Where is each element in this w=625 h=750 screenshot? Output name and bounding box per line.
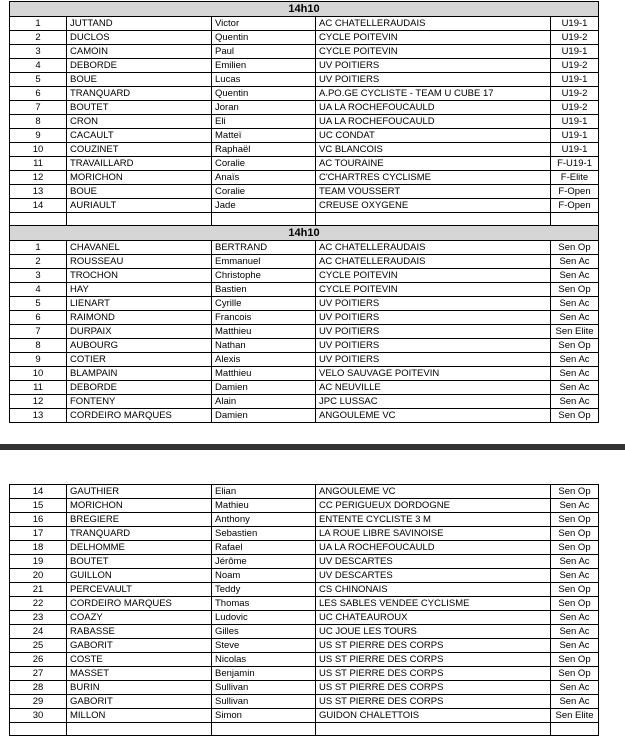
rider-club: UC CHATEAUROUX [316, 611, 551, 625]
rider-last-name: RAIMOND [67, 311, 212, 325]
rider-first-name: Sullivan [212, 681, 316, 695]
rider-category: Sen Ac [551, 639, 599, 653]
rider-last-name: CAMOIN [67, 45, 212, 59]
rider-category: F-Elite [551, 171, 599, 185]
rider-first-name: Jade [212, 199, 316, 213]
rider-number: 7 [10, 101, 67, 115]
blank-row [10, 213, 599, 226]
table-row [10, 311, 599, 325]
rider-club: UC JOUE LES TOURS [316, 625, 551, 639]
rider-category: U19-2 [551, 101, 599, 115]
rider-first-name: BERTRAND [212, 241, 316, 255]
rider-first-name: Paul [212, 45, 316, 59]
rider-last-name: AURIAULT [67, 199, 212, 213]
table-row [10, 87, 599, 101]
rider-category: F-U19-1 [551, 157, 599, 171]
rider-last-name: BOUTET [67, 101, 212, 115]
rider-category: Sen Op [551, 527, 599, 541]
table-row [10, 45, 599, 59]
rider-first-name: Matthieu [212, 367, 316, 381]
rider-number: 12 [10, 171, 67, 185]
rider-last-name: TRANQUARD [67, 87, 212, 101]
rider-category: Sen Ac [551, 353, 599, 367]
rider-category: Sen Op [551, 667, 599, 681]
rider-category: Sen Op [551, 597, 599, 611]
table-row [10, 199, 599, 213]
rider-club: CYCLE POITEVIN [316, 283, 551, 297]
rider-last-name: HAY [67, 283, 212, 297]
table-row [10, 499, 599, 513]
rider-club: UA LA ROCHEFOUCAULD [316, 115, 551, 129]
rider-number: 4 [10, 59, 67, 73]
table-row [10, 653, 599, 667]
section-time-header [10, 2, 599, 17]
rider-club: CS CHINONAIS [316, 583, 551, 597]
rider-category: Sen Ac [551, 499, 599, 513]
rider-number: 13 [10, 409, 67, 423]
rider-last-name: GABORIT [67, 639, 212, 653]
blank-cell [316, 213, 551, 226]
rider-club: TEAM VOUSSERT [316, 185, 551, 199]
table-row [10, 681, 599, 695]
rider-first-name: Bastien [212, 283, 316, 297]
rider-club: ANGOULEME VC [316, 485, 551, 499]
rider-last-name: DUCLOS [67, 31, 212, 45]
rider-first-name: Sullivan [212, 695, 316, 709]
rider-category: Sen Ac [551, 625, 599, 639]
table-row [10, 485, 599, 499]
rider-first-name: Rafael [212, 541, 316, 555]
rider-category: Sen Op [551, 653, 599, 667]
table-row [10, 143, 599, 157]
rider-category: Sen Op [551, 241, 599, 255]
rider-category: Sen Elite [551, 709, 599, 723]
rider-category: Sen Op [551, 283, 599, 297]
rider-number: 20 [10, 569, 67, 583]
table-row [10, 269, 599, 283]
rider-first-name: Steve [212, 639, 316, 653]
rider-number: 26 [10, 653, 67, 667]
rider-number: 28 [10, 681, 67, 695]
page-separator [0, 444, 625, 450]
rider-first-name: Matthieu [212, 325, 316, 339]
rider-club: VC BLANCOIS [316, 143, 551, 157]
rider-number: 12 [10, 395, 67, 409]
rider-first-name: Quentin [212, 87, 316, 101]
rider-number: 24 [10, 625, 67, 639]
rider-last-name: RABASSE [67, 625, 212, 639]
rider-last-name: COTIER [67, 353, 212, 367]
rider-category: U19-1 [551, 17, 599, 31]
rider-number: 17 [10, 527, 67, 541]
rider-first-name: Emilien [212, 59, 316, 73]
rider-last-name: BREGIERE [67, 513, 212, 527]
rider-first-name: Benjamin [212, 667, 316, 681]
section-time: 14h10 [10, 2, 599, 17]
rider-last-name: DEBORDE [67, 381, 212, 395]
rider-number: 1 [10, 241, 67, 255]
table-row [10, 639, 599, 653]
rider-last-name: COAZY [67, 611, 212, 625]
table-row [10, 59, 599, 73]
table-row [10, 171, 599, 185]
rider-number: 2 [10, 255, 67, 269]
rider-category: Sen Ac [551, 269, 599, 283]
rider-last-name: DEBORDE [67, 59, 212, 73]
table-row [10, 513, 599, 527]
rider-club: AC CHATELLERAUDAIS [316, 17, 551, 31]
rider-number: 9 [10, 129, 67, 143]
rider-number: 27 [10, 667, 67, 681]
rider-first-name: Gilles [212, 625, 316, 639]
rider-number: 2 [10, 31, 67, 45]
rider-club: UA LA ROCHEFOUCAULD [316, 101, 551, 115]
rider-number: 9 [10, 353, 67, 367]
rider-club: UV POITIERS [316, 311, 551, 325]
table-row [10, 297, 599, 311]
rider-category: Sen Op [551, 409, 599, 423]
rider-first-name: Alexis [212, 353, 316, 367]
blank-cell [212, 723, 316, 736]
rider-first-name: Jérôme [212, 555, 316, 569]
rider-number: 14 [10, 485, 67, 499]
rider-club: UV POITIERS [316, 59, 551, 73]
rider-club: CYCLE POITEVIN [316, 45, 551, 59]
rider-last-name: BURIN [67, 681, 212, 695]
rider-last-name: CORDEIRO MARQUES [67, 597, 212, 611]
rider-number: 7 [10, 325, 67, 339]
rider-first-name: Anthony [212, 513, 316, 527]
rider-club: LA ROUE LIBRE SAVINOISE [316, 527, 551, 541]
table-row [10, 129, 599, 143]
rider-number: 16 [10, 513, 67, 527]
rider-first-name: Anaïs [212, 171, 316, 185]
rider-last-name: LIENART [67, 297, 212, 311]
rider-category: Sen Op [551, 485, 599, 499]
rider-last-name: JUTTAND [67, 17, 212, 31]
rider-number: 1 [10, 17, 67, 31]
rider-club: GUIDON CHALETTOIS [316, 709, 551, 723]
rider-first-name: Quentin [212, 31, 316, 45]
rider-last-name: BOUE [67, 185, 212, 199]
table-row [10, 541, 599, 555]
table-row [10, 695, 599, 709]
blank-cell [551, 723, 599, 736]
rider-category: U19-1 [551, 129, 599, 143]
rider-first-name: Teddy [212, 583, 316, 597]
rider-category: Sen Ac [551, 569, 599, 583]
rider-number: 21 [10, 583, 67, 597]
rider-club: LES SABLES VENDEE CYCLISME [316, 597, 551, 611]
rider-club: US ST PIERRE DES CORPS [316, 639, 551, 653]
table-row [10, 395, 599, 409]
rider-category: Sen Ac [551, 695, 599, 709]
rider-last-name: MASSET [67, 667, 212, 681]
rider-club: US ST PIERRE DES CORPS [316, 667, 551, 681]
table-row [10, 101, 599, 115]
table-row [10, 353, 599, 367]
rider-last-name: CORDEIRO MARQUES [67, 409, 212, 423]
rider-number: 19 [10, 555, 67, 569]
rider-first-name: Alain [212, 395, 316, 409]
rider-category: U19-2 [551, 87, 599, 101]
rider-last-name: FONTENY [67, 395, 212, 409]
rider-last-name: MORICHON [67, 499, 212, 513]
rider-first-name: Francois [212, 311, 316, 325]
rider-first-name: Coralie [212, 157, 316, 171]
rider-club: UV DESCARTES [316, 569, 551, 583]
blank-cell [67, 723, 212, 736]
rider-category: Sen Op [551, 513, 599, 527]
section-time-header [10, 226, 599, 241]
table-row [10, 709, 599, 723]
rider-category: U19-1 [551, 73, 599, 87]
rider-number: 15 [10, 499, 67, 513]
rider-last-name: TRANQUARD [67, 527, 212, 541]
table-row [10, 611, 599, 625]
rider-category: Sen Ac [551, 681, 599, 695]
rider-first-name: Coralie [212, 185, 316, 199]
table-row [10, 555, 599, 569]
rider-first-name: Victor [212, 17, 316, 31]
rider-first-name: Simon [212, 709, 316, 723]
rider-club: AC NEUVILLE [316, 381, 551, 395]
rider-category: Sen Elite [551, 325, 599, 339]
rider-first-name: Damien [212, 409, 316, 423]
rider-category: U19-1 [551, 143, 599, 157]
rider-first-name: Mathieu [212, 499, 316, 513]
rider-first-name: Eli [212, 115, 316, 129]
rider-first-name: Cyrille [212, 297, 316, 311]
rider-first-name: Joran [212, 101, 316, 115]
rider-last-name: BOUTET [67, 555, 212, 569]
rider-last-name: COUZINET [67, 143, 212, 157]
rider-club: C'CHARTRES CYCLISME [316, 171, 551, 185]
rider-number: 8 [10, 339, 67, 353]
rider-first-name: Matteï [212, 129, 316, 143]
rider-number: 3 [10, 269, 67, 283]
rider-last-name: COSTE [67, 653, 212, 667]
rider-last-name: CHAVANEL [67, 241, 212, 255]
rider-number: 3 [10, 45, 67, 59]
rider-club: UV POITIERS [316, 325, 551, 339]
rider-category: U19-2 [551, 59, 599, 73]
rider-first-name: Noam [212, 569, 316, 583]
rider-last-name: GABORIT [67, 695, 212, 709]
blank-cell [67, 213, 212, 226]
section-time: 14h10 [10, 226, 599, 241]
rider-number: 14 [10, 199, 67, 213]
rider-first-name: Emmanuel [212, 255, 316, 269]
rider-club: CREUSE OXYGENE [316, 199, 551, 213]
rider-last-name: GUILLON [67, 569, 212, 583]
rider-club: UV POITIERS [316, 339, 551, 353]
rider-category: Sen Ac [551, 367, 599, 381]
table-2-body [10, 485, 599, 736]
rider-first-name: Sebastien [212, 527, 316, 541]
table-row [10, 283, 599, 297]
rider-last-name: CRON [67, 115, 212, 129]
table-row [10, 583, 599, 597]
rider-club: AC CHATELLERAUDAIS [316, 255, 551, 269]
table-row [10, 255, 599, 269]
rider-number: 13 [10, 185, 67, 199]
rider-last-name: MILLON [67, 709, 212, 723]
rider-club: AC CHATELLERAUDAIS [316, 241, 551, 255]
rider-last-name: BOUE [67, 73, 212, 87]
rider-category: Sen Ac [551, 311, 599, 325]
rider-first-name: Lucas [212, 73, 316, 87]
blank-cell [212, 213, 316, 226]
rider-club: US ST PIERRE DES CORPS [316, 681, 551, 695]
rider-category: Sen Ac [551, 555, 599, 569]
rider-last-name: ROUSSEAU [67, 255, 212, 269]
rider-number: 23 [10, 611, 67, 625]
rider-category: Sen Ac [551, 297, 599, 311]
rider-club: CYCLE POITEVIN [316, 31, 551, 45]
rider-number: 18 [10, 541, 67, 555]
rider-number: 5 [10, 297, 67, 311]
rider-club: CYCLE POITEVIN [316, 269, 551, 283]
rider-last-name: BLAMPAIN [67, 367, 212, 381]
rider-club: UA LA ROCHEFOUCAULD [316, 541, 551, 555]
rider-first-name: Nicolas [212, 653, 316, 667]
rider-club: VELO SAUVAGE POITEVIN [316, 367, 551, 381]
rider-club: ENTENTE CYCLISTE 3 M [316, 513, 551, 527]
start-list-table-1 [9, 1, 599, 423]
table-row [10, 339, 599, 353]
rider-category: U19-1 [551, 115, 599, 129]
table-row [10, 527, 599, 541]
rider-first-name: Elian [212, 485, 316, 499]
table-row [10, 73, 599, 87]
table-row [10, 381, 599, 395]
rider-number: 30 [10, 709, 67, 723]
rider-number: 6 [10, 87, 67, 101]
table-row [10, 325, 599, 339]
rider-club: US ST PIERRE DES CORPS [316, 653, 551, 667]
table-row [10, 241, 599, 255]
table-row [10, 17, 599, 31]
table-row [10, 367, 599, 381]
rider-last-name: GAUTHIER [67, 485, 212, 499]
table-row [10, 115, 599, 129]
table-1-body [10, 2, 599, 423]
table-row [10, 31, 599, 45]
rider-category: Sen Ac [551, 611, 599, 625]
rider-number: 4 [10, 283, 67, 297]
rider-last-name: DURPAIX [67, 325, 212, 339]
rider-number: 5 [10, 73, 67, 87]
table-row [10, 597, 599, 611]
table-row [10, 667, 599, 681]
rider-club: UV POITIERS [316, 353, 551, 367]
rider-last-name: PERCEVAULT [67, 583, 212, 597]
blank-cell [10, 213, 67, 226]
rider-last-name: AUBOURG [67, 339, 212, 353]
rider-category: Sen Ac [551, 381, 599, 395]
rider-number: 22 [10, 597, 67, 611]
rider-first-name: Thomas [212, 597, 316, 611]
rider-club: ANGOULEME VC [316, 409, 551, 423]
rider-club: US ST PIERRE DES CORPS [316, 695, 551, 709]
rider-first-name: Damien [212, 381, 316, 395]
rider-last-name: CACAULT [67, 129, 212, 143]
rider-club: UC CONDAT [316, 129, 551, 143]
rider-number: 25 [10, 639, 67, 653]
rider-club: UV POITIERS [316, 73, 551, 87]
table-row [10, 625, 599, 639]
rider-first-name: Raphaël [212, 143, 316, 157]
blank-cell [316, 723, 551, 736]
rider-number: 10 [10, 367, 67, 381]
rider-category: F-Open [551, 185, 599, 199]
rider-first-name: Ludovic [212, 611, 316, 625]
rider-category: Sen Ac [551, 395, 599, 409]
rider-category: U19-2 [551, 31, 599, 45]
rider-number: 11 [10, 381, 67, 395]
rider-number: 6 [10, 311, 67, 325]
rider-number: 8 [10, 115, 67, 129]
rider-category: Sen Op [551, 541, 599, 555]
rider-club: JPC LUSSAC [316, 395, 551, 409]
rider-club: CC PERIGUEUX DORDOGNE [316, 499, 551, 513]
rider-last-name: MORICHON [67, 171, 212, 185]
rider-category: U19-1 [551, 45, 599, 59]
table-row [10, 409, 599, 423]
rider-category: Sen Op [551, 339, 599, 353]
start-list-table-2 [9, 484, 599, 736]
rider-club: UV POITIERS [316, 297, 551, 311]
rider-club: AC TOURAINE [316, 157, 551, 171]
rider-category: F-Open [551, 199, 599, 213]
rider-first-name: Christophe [212, 269, 316, 283]
rider-club: A.PO.GE CYCLISTE - TEAM U CUBE 17 [316, 87, 551, 101]
table-row [10, 185, 599, 199]
rider-number: 29 [10, 695, 67, 709]
blank-cell [10, 723, 67, 736]
rider-category: Sen Op [551, 583, 599, 597]
rider-club: UV DESCARTES [316, 555, 551, 569]
rider-number: 11 [10, 157, 67, 171]
rider-number: 10 [10, 143, 67, 157]
rider-last-name: TROCHON [67, 269, 212, 283]
rider-category: Sen Ac [551, 255, 599, 269]
table-row [10, 157, 599, 171]
blank-cell [551, 213, 599, 226]
rider-last-name: TRAVAILLARD [67, 157, 212, 171]
rider-first-name: Nathan [212, 339, 316, 353]
rider-last-name: DELHOMME [67, 541, 212, 555]
table-row [10, 569, 599, 583]
blank-row [10, 723, 599, 736]
